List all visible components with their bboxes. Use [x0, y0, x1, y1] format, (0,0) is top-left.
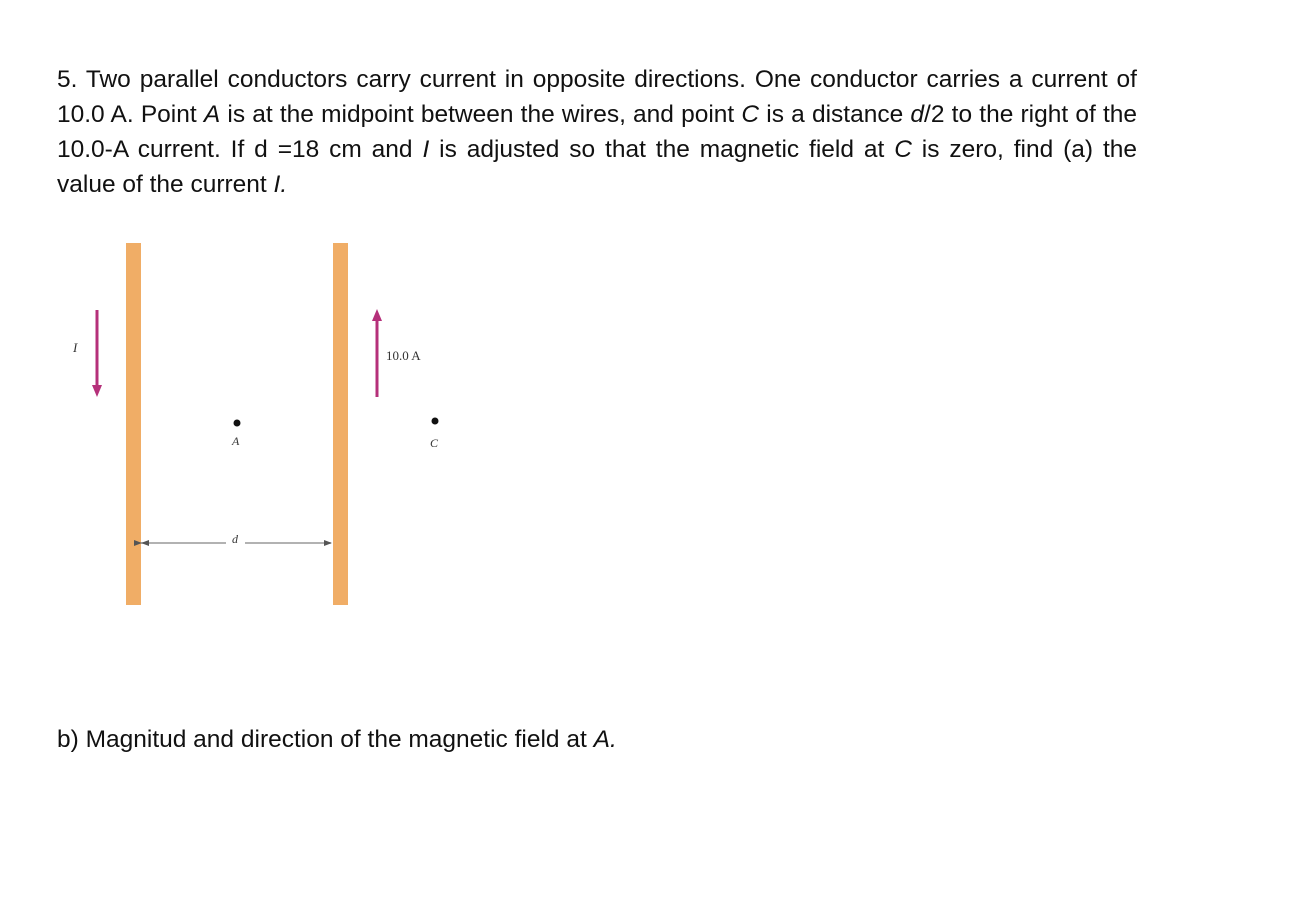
distance-label: d: [232, 532, 238, 546]
question-seg: 5. Two parallel conductors carry current in opposite directions. One conductor carries a current of 10.0 A. Point: [57, 66, 1137, 128]
point-c-dot: [432, 418, 439, 425]
question-seg: d: [910, 101, 925, 128]
conductors-figure: [55, 235, 475, 615]
question-seg: is zero, find (a) the value of the current: [57, 136, 1138, 198]
question-seg: C: [741, 101, 760, 128]
current-left-label: I: [73, 340, 78, 355]
conductors-diagram: [55, 235, 475, 615]
current-arrow-up-icon: [372, 309, 382, 397]
question-seg: C: [894, 136, 912, 163]
part-b-seg: b) Magnitud and direction of the magnetic field at: [57, 726, 594, 753]
question-seg: I.: [273, 171, 288, 198]
question-seg: is at the midpoint between the wires, and point: [220, 101, 742, 128]
part-b-text: [57, 722, 617, 757]
question-seg: I: [422, 136, 430, 163]
current-arrow-down-icon: [92, 310, 102, 397]
question-seg: is adjusted so that the magnetic field at: [429, 136, 895, 163]
left-conductor: [126, 243, 141, 605]
point-a-dot: [234, 420, 241, 427]
point-a-label: A: [232, 434, 240, 448]
part-b-seg: A.: [593, 726, 617, 753]
question-seg: A: [203, 101, 221, 128]
current-right-label: 10.0 A: [386, 348, 421, 363]
right-conductor: [333, 243, 348, 605]
question-text: [57, 62, 1137, 202]
point-c-label: C: [430, 436, 439, 450]
question-seg: is a distance: [759, 101, 911, 128]
question-seg: /2 to the right of the 10.0-A current. If d =18 cm and: [57, 101, 1137, 163]
